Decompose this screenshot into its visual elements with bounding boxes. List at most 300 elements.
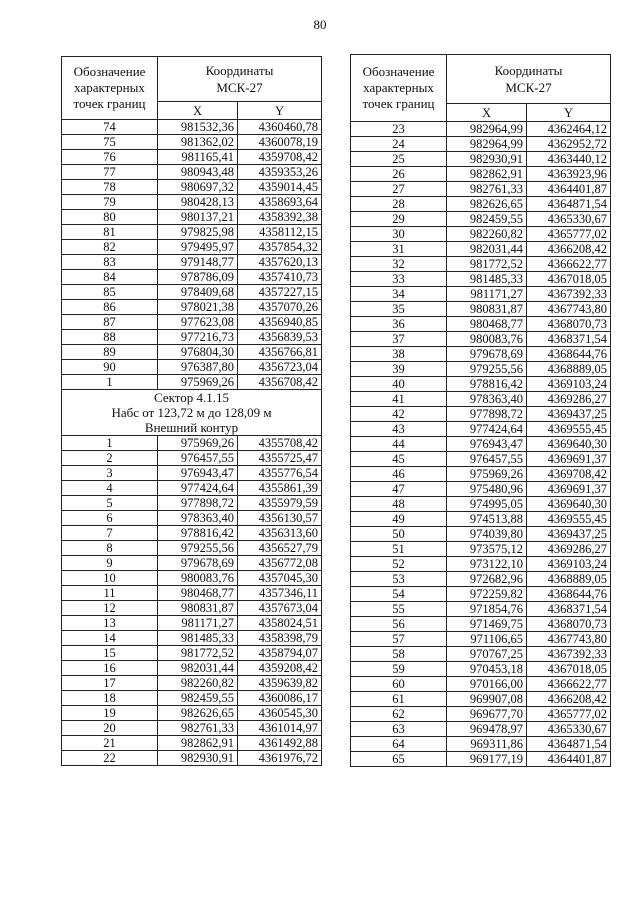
table-row bbox=[351, 617, 611, 632]
table-row bbox=[351, 377, 611, 392]
x-coordinate-cell: 977216,73 bbox=[158, 330, 238, 345]
table-row bbox=[351, 122, 611, 137]
section-heading-block bbox=[62, 390, 322, 436]
y-coordinate-cell: 4369555,45 bbox=[527, 512, 611, 527]
point-id-cell: 64 bbox=[351, 737, 447, 752]
x-coordinate-cell: 979148,77 bbox=[158, 255, 238, 270]
table-row bbox=[351, 737, 611, 752]
y-coordinate-cell: 4368070,73 bbox=[527, 317, 611, 332]
y-coordinate-cell: 4367392,33 bbox=[527, 647, 611, 662]
y-coordinate-cell: 4367743,80 bbox=[527, 302, 611, 317]
point-id-cell: 40 bbox=[351, 377, 447, 392]
y-coordinate-cell: 4358112,15 bbox=[238, 225, 322, 240]
point-id-cell: 62 bbox=[351, 707, 447, 722]
x-coordinate-cell: 982930,91 bbox=[447, 152, 527, 167]
point-id-cell: 56 bbox=[351, 617, 447, 632]
y-coordinate-cell: 4369437,25 bbox=[527, 527, 611, 542]
table-row bbox=[62, 481, 322, 496]
y-coordinate-cell: 4360078,19 bbox=[238, 135, 322, 150]
header-line: МСК-27 bbox=[216, 80, 263, 95]
table-row bbox=[62, 541, 322, 556]
x-coordinate-cell: 973122,10 bbox=[447, 557, 527, 572]
header-line: точек границ bbox=[73, 96, 146, 111]
point-id-cell: 36 bbox=[351, 317, 447, 332]
point-id-cell: 77 bbox=[62, 165, 158, 180]
table-row bbox=[351, 677, 611, 692]
point-id-cell: 87 bbox=[62, 315, 158, 330]
point-id-cell: 52 bbox=[351, 557, 447, 572]
point-id-cell: 27 bbox=[351, 182, 447, 197]
x-coordinate-cell: 978816,42 bbox=[158, 526, 238, 541]
x-coordinate-cell: 979495,97 bbox=[158, 240, 238, 255]
table-row bbox=[62, 135, 322, 150]
point-id-cell: 60 bbox=[351, 677, 447, 692]
x-coordinate-cell: 982626,65 bbox=[158, 706, 238, 721]
table-row bbox=[351, 227, 611, 242]
x-coordinate-cell: 975969,26 bbox=[447, 467, 527, 482]
y-coordinate-cell: 4364401,87 bbox=[527, 752, 611, 767]
point-id-cell: 82 bbox=[62, 240, 158, 255]
x-coordinate-cell: 977623,08 bbox=[158, 315, 238, 330]
x-coordinate-cell: 980468,77 bbox=[158, 586, 238, 601]
x-coordinate-cell: 978786,09 bbox=[158, 270, 238, 285]
table-row bbox=[62, 240, 322, 255]
x-coordinate-cell: 982626,65 bbox=[447, 197, 527, 212]
table-row bbox=[62, 210, 322, 225]
table-row bbox=[62, 586, 322, 601]
y-coordinate-cell: 4356772,08 bbox=[238, 556, 322, 571]
table-row bbox=[351, 287, 611, 302]
table-row bbox=[351, 437, 611, 452]
table-row bbox=[351, 572, 611, 587]
header-line: характерных bbox=[363, 80, 434, 95]
point-id-cell: 50 bbox=[351, 527, 447, 542]
section-heading bbox=[62, 390, 322, 436]
table-row bbox=[62, 195, 322, 210]
y-coordinate-cell: 4361014,97 bbox=[238, 721, 322, 736]
point-id-cell: 20 bbox=[62, 721, 158, 736]
y-coordinate-cell: 4369640,30 bbox=[527, 437, 611, 452]
x-coordinate-cell: 970166,00 bbox=[447, 677, 527, 692]
table-row bbox=[62, 165, 322, 180]
table-row bbox=[351, 137, 611, 152]
point-id-cell: 58 bbox=[351, 647, 447, 662]
x-coordinate-cell: 982260,82 bbox=[158, 676, 238, 691]
x-coordinate-cell: 971854,76 bbox=[447, 602, 527, 617]
y-coordinate-cell: 4360086,17 bbox=[238, 691, 322, 706]
table-row bbox=[351, 512, 611, 527]
y-coordinate-cell: 4359353,26 bbox=[238, 165, 322, 180]
point-id-cell: 25 bbox=[351, 152, 447, 167]
y-coordinate-cell: 4357854,32 bbox=[238, 240, 322, 255]
y-coordinate-cell: 4364871,54 bbox=[527, 737, 611, 752]
point-id-cell: 35 bbox=[351, 302, 447, 317]
x-coordinate-cell: 974513,88 bbox=[447, 512, 527, 527]
x-coordinate-cell: 981485,33 bbox=[447, 272, 527, 287]
point-id-cell: 39 bbox=[351, 362, 447, 377]
header-line: Обозначение bbox=[362, 64, 435, 79]
y-coordinate-cell: 4369286,27 bbox=[527, 392, 611, 407]
x-coordinate-cell: 981485,33 bbox=[158, 631, 238, 646]
y-coordinate-cell: 4357346,11 bbox=[238, 586, 322, 601]
point-id-cell: 1 bbox=[62, 436, 158, 451]
x-coordinate-cell: 972682,96 bbox=[447, 572, 527, 587]
y-coordinate-cell: 4366622,77 bbox=[527, 257, 611, 272]
y-coordinate-cell: 4356313,60 bbox=[238, 526, 322, 541]
point-id-cell: 38 bbox=[351, 347, 447, 362]
y-coordinate-cell: 4369708,42 bbox=[527, 467, 611, 482]
table-row bbox=[62, 751, 322, 766]
y-coordinate-cell: 4368644,76 bbox=[527, 347, 611, 362]
table-row bbox=[351, 542, 611, 557]
point-id-cell: 79 bbox=[62, 195, 158, 210]
x-coordinate-cell: 975969,26 bbox=[158, 375, 238, 390]
x-coordinate-cell: 974995,05 bbox=[447, 497, 527, 512]
x-coordinate-cell: 977424,64 bbox=[447, 422, 527, 437]
point-id-cell: 28 bbox=[351, 197, 447, 212]
y-coordinate-cell: 4362952,72 bbox=[527, 137, 611, 152]
x-coordinate-cell: 979825,98 bbox=[158, 225, 238, 240]
y-coordinate-cell: 4359014,45 bbox=[238, 180, 322, 195]
table-row bbox=[62, 736, 322, 751]
y-coordinate-cell: 4357045,30 bbox=[238, 571, 322, 586]
table-row bbox=[62, 676, 322, 691]
table-row bbox=[62, 601, 322, 616]
table-row bbox=[351, 467, 611, 482]
point-id-cell: 19 bbox=[62, 706, 158, 721]
table-row bbox=[351, 602, 611, 617]
y-coordinate-cell: 4356723,04 bbox=[238, 360, 322, 375]
y-coordinate-cell: 4359708,42 bbox=[238, 150, 322, 165]
y-coordinate-cell: 4368644,76 bbox=[527, 587, 611, 602]
table-row bbox=[351, 392, 611, 407]
y-coordinate-cell: 4369555,45 bbox=[527, 422, 611, 437]
y-coordinate-cell: 4365330,67 bbox=[527, 722, 611, 737]
y-coordinate-cell: 4369103,24 bbox=[527, 377, 611, 392]
y-coordinate-cell: 4368889,05 bbox=[527, 362, 611, 377]
y-coordinate-cell: 4356766,81 bbox=[238, 345, 322, 360]
table-row bbox=[351, 362, 611, 377]
point-id-cell: 85 bbox=[62, 285, 158, 300]
point-id-cell: 11 bbox=[62, 586, 158, 601]
x-coordinate-cell: 975480,96 bbox=[447, 482, 527, 497]
x-coordinate-cell: 978409,68 bbox=[158, 285, 238, 300]
x-coordinate-cell: 980428,13 bbox=[158, 195, 238, 210]
y-coordinate-cell: 4366622,77 bbox=[527, 677, 611, 692]
table-row bbox=[351, 317, 611, 332]
table-row bbox=[62, 451, 322, 466]
point-id-cell: 57 bbox=[351, 632, 447, 647]
left-rows-before-section bbox=[62, 120, 322, 390]
x-coordinate-cell: 982031,44 bbox=[158, 661, 238, 676]
point-id-cell: 5 bbox=[62, 496, 158, 511]
x-coordinate-cell: 981772,52 bbox=[158, 646, 238, 661]
table-row bbox=[62, 661, 322, 676]
y-coordinate-cell: 4366208,42 bbox=[527, 692, 611, 707]
x-coordinate-cell: 982260,82 bbox=[447, 227, 527, 242]
point-id-cell: 41 bbox=[351, 392, 447, 407]
x-coordinate-cell: 981171,27 bbox=[447, 287, 527, 302]
table-row bbox=[62, 631, 322, 646]
point-id-cell: 45 bbox=[351, 452, 447, 467]
y-coordinate-cell: 4356940,85 bbox=[238, 315, 322, 330]
point-id-cell: 86 bbox=[62, 300, 158, 315]
y-coordinate-cell: 4369691,37 bbox=[527, 452, 611, 467]
table-row bbox=[62, 571, 322, 586]
point-id-cell: 37 bbox=[351, 332, 447, 347]
point-id-cell: 78 bbox=[62, 180, 158, 195]
x-coordinate-cell: 969677,70 bbox=[447, 707, 527, 722]
table-row bbox=[62, 360, 322, 375]
x-coordinate-cell: 972259,82 bbox=[447, 587, 527, 602]
y-coordinate-cell: 4356130,57 bbox=[238, 511, 322, 526]
y-coordinate-cell: 4355776,54 bbox=[238, 466, 322, 481]
table-row bbox=[62, 315, 322, 330]
table-row bbox=[351, 692, 611, 707]
x-coordinate-cell: 976943,47 bbox=[158, 466, 238, 481]
y-coordinate-cell: 4358392,38 bbox=[238, 210, 322, 225]
y-coordinate-cell: 4364871,54 bbox=[527, 197, 611, 212]
coordinates-group-header bbox=[158, 57, 322, 102]
x-coordinate-cell: 982031,44 bbox=[447, 242, 527, 257]
point-id-cell: 80 bbox=[62, 210, 158, 225]
table-row bbox=[62, 330, 322, 345]
x-coordinate-cell: 981532,36 bbox=[158, 120, 238, 135]
table-row bbox=[62, 706, 322, 721]
x-coordinate-cell: 970767,25 bbox=[447, 647, 527, 662]
y-coordinate-cell: 4355708,42 bbox=[238, 436, 322, 451]
y-coordinate-cell: 4356839,53 bbox=[238, 330, 322, 345]
x-coordinate-cell: 980831,87 bbox=[447, 302, 527, 317]
table-row bbox=[62, 496, 322, 511]
point-id-cell: 9 bbox=[62, 556, 158, 571]
point-id-cell: 31 bbox=[351, 242, 447, 257]
table-row bbox=[62, 255, 322, 270]
point-id-cell: 43 bbox=[351, 422, 447, 437]
y-coordinate-cell: 4361492,88 bbox=[238, 736, 322, 751]
x-coordinate-cell: 979678,69 bbox=[158, 556, 238, 571]
point-id-cell: 1 bbox=[62, 375, 158, 390]
table-row bbox=[351, 167, 611, 182]
point-id-cell: 15 bbox=[62, 646, 158, 661]
table-row bbox=[351, 272, 611, 287]
point-id-cell: 42 bbox=[351, 407, 447, 422]
point-id-cell: 13 bbox=[62, 616, 158, 631]
x-coordinate-cell: 969177,19 bbox=[447, 752, 527, 767]
x-coordinate-cell: 976804,30 bbox=[158, 345, 238, 360]
table-row bbox=[351, 407, 611, 422]
table-row bbox=[62, 436, 322, 451]
x-coordinate-cell: 976943,47 bbox=[447, 437, 527, 452]
y-coordinate-cell: 4355861,39 bbox=[238, 481, 322, 496]
header-line: точек границ bbox=[362, 96, 435, 111]
table-row bbox=[351, 197, 611, 212]
x-coordinate-cell: 982761,33 bbox=[447, 182, 527, 197]
header-line: Координаты bbox=[205, 63, 274, 78]
header-line: МСК-27 bbox=[505, 80, 552, 95]
point-id-cell: 17 bbox=[62, 676, 158, 691]
x-coordinate-cell: 981772,52 bbox=[447, 257, 527, 272]
y-coordinate-cell: 4367743,80 bbox=[527, 632, 611, 647]
point-id-cell: 14 bbox=[62, 631, 158, 646]
table-row bbox=[351, 662, 611, 677]
x-column-header: X bbox=[158, 102, 238, 120]
y-coordinate-cell: 4365777,02 bbox=[527, 227, 611, 242]
y-coordinate-cell: 4358024,51 bbox=[238, 616, 322, 631]
point-id-cell: 48 bbox=[351, 497, 447, 512]
y-coordinate-cell: 4368371,54 bbox=[527, 602, 611, 617]
point-id-cell: 32 bbox=[351, 257, 447, 272]
section-contour: Внешний контур bbox=[144, 420, 239, 435]
point-id-cell: 30 bbox=[351, 227, 447, 242]
x-coordinate-cell: 979678,69 bbox=[447, 347, 527, 362]
coordinates-group-header bbox=[447, 55, 611, 104]
x-coordinate-cell: 969311,86 bbox=[447, 737, 527, 752]
coordinates-table-right bbox=[350, 54, 611, 767]
y-coordinate-cell: 4357410,73 bbox=[238, 270, 322, 285]
table-row bbox=[62, 511, 322, 526]
point-id-cell: 90 bbox=[62, 360, 158, 375]
table-row bbox=[62, 721, 322, 736]
point-id-cell: 83 bbox=[62, 255, 158, 270]
point-id-cell: 16 bbox=[62, 661, 158, 676]
table-row bbox=[62, 225, 322, 240]
x-coordinate-cell: 982459,55 bbox=[158, 691, 238, 706]
point-id-cell: 29 bbox=[351, 212, 447, 227]
point-id-cell: 76 bbox=[62, 150, 158, 165]
y-coordinate-cell: 4356708,42 bbox=[238, 375, 322, 390]
x-coordinate-cell: 980083,76 bbox=[447, 332, 527, 347]
table-row bbox=[62, 691, 322, 706]
y-coordinate-cell: 4365330,67 bbox=[527, 212, 611, 227]
table-row bbox=[351, 647, 611, 662]
x-coordinate-cell: 976457,55 bbox=[158, 451, 238, 466]
x-coordinate-cell: 982862,91 bbox=[158, 736, 238, 751]
point-id-cell: 8 bbox=[62, 541, 158, 556]
x-coordinate-cell: 981362,02 bbox=[158, 135, 238, 150]
y-coordinate-cell: 4357620,13 bbox=[238, 255, 322, 270]
x-coordinate-cell: 976387,80 bbox=[158, 360, 238, 375]
point-id-cell: 47 bbox=[351, 482, 447, 497]
header-line: характерных bbox=[74, 80, 145, 95]
y-coordinate-cell: 4361976,72 bbox=[238, 751, 322, 766]
table-row bbox=[62, 345, 322, 360]
point-id-cell: 75 bbox=[62, 135, 158, 150]
point-id-cell: 6 bbox=[62, 511, 158, 526]
y-coordinate-cell: 4369286,27 bbox=[527, 542, 611, 557]
point-designation-header bbox=[62, 57, 158, 120]
x-coordinate-cell: 979255,56 bbox=[447, 362, 527, 377]
x-coordinate-cell: 980468,77 bbox=[447, 317, 527, 332]
table-row bbox=[351, 212, 611, 227]
point-id-cell: 84 bbox=[62, 270, 158, 285]
y-coordinate-cell: 4369691,37 bbox=[527, 482, 611, 497]
y-coordinate-cell: 4368889,05 bbox=[527, 572, 611, 587]
point-id-cell: 74 bbox=[62, 120, 158, 135]
x-coordinate-cell: 969478,97 bbox=[447, 722, 527, 737]
table-row bbox=[351, 152, 611, 167]
y-coordinate-cell: 4360545,30 bbox=[238, 706, 322, 721]
table-row bbox=[351, 632, 611, 647]
right-rows bbox=[351, 122, 611, 767]
table-row bbox=[62, 120, 322, 135]
y-coordinate-cell: 4368371,54 bbox=[527, 332, 611, 347]
table-row bbox=[62, 150, 322, 165]
x-coordinate-cell: 979255,56 bbox=[158, 541, 238, 556]
coordinates-table-left bbox=[61, 56, 322, 766]
point-id-cell: 88 bbox=[62, 330, 158, 345]
x-coordinate-cell: 974039,80 bbox=[447, 527, 527, 542]
x-coordinate-cell: 971469,75 bbox=[447, 617, 527, 632]
point-id-cell: 18 bbox=[62, 691, 158, 706]
y-coordinate-cell: 4363923,96 bbox=[527, 167, 611, 182]
y-coordinate-cell: 4365777,02 bbox=[527, 707, 611, 722]
table-row bbox=[62, 180, 322, 195]
x-coordinate-cell: 975969,26 bbox=[158, 436, 238, 451]
x-coordinate-cell: 970453,18 bbox=[447, 662, 527, 677]
table-row bbox=[62, 270, 322, 285]
point-id-cell: 21 bbox=[62, 736, 158, 751]
point-id-cell: 46 bbox=[351, 467, 447, 482]
y-coordinate-cell: 4357673,04 bbox=[238, 601, 322, 616]
table-row bbox=[351, 242, 611, 257]
y-coordinate-cell: 4358794,07 bbox=[238, 646, 322, 661]
x-coordinate-cell: 977898,72 bbox=[447, 407, 527, 422]
point-id-cell: 4 bbox=[62, 481, 158, 496]
x-coordinate-cell: 971106,65 bbox=[447, 632, 527, 647]
y-coordinate-cell: 4357227,15 bbox=[238, 285, 322, 300]
point-id-cell: 7 bbox=[62, 526, 158, 541]
x-coordinate-cell: 977424,64 bbox=[158, 481, 238, 496]
point-id-cell: 53 bbox=[351, 572, 447, 587]
table-row bbox=[62, 646, 322, 661]
point-id-cell: 61 bbox=[351, 692, 447, 707]
x-coordinate-cell: 978816,42 bbox=[447, 377, 527, 392]
y-column-header: Y bbox=[238, 102, 322, 120]
table-row bbox=[62, 556, 322, 571]
x-coordinate-cell: 978363,40 bbox=[158, 511, 238, 526]
x-coordinate-cell: 969907,08 bbox=[447, 692, 527, 707]
y-coordinate-cell: 4369640,30 bbox=[527, 497, 611, 512]
y-coordinate-cell: 4368070,73 bbox=[527, 617, 611, 632]
y-column-header: Y bbox=[527, 104, 611, 122]
table-row bbox=[351, 347, 611, 362]
point-id-cell: 49 bbox=[351, 512, 447, 527]
x-coordinate-cell: 976457,55 bbox=[447, 452, 527, 467]
y-coordinate-cell: 4366208,42 bbox=[527, 242, 611, 257]
point-id-cell: 26 bbox=[351, 167, 447, 182]
y-coordinate-cell: 4355725,47 bbox=[238, 451, 322, 466]
y-coordinate-cell: 4369103,24 bbox=[527, 557, 611, 572]
point-id-cell: 54 bbox=[351, 587, 447, 602]
y-coordinate-cell: 4367392,33 bbox=[527, 287, 611, 302]
point-id-cell: 63 bbox=[351, 722, 447, 737]
y-coordinate-cell: 4360460,78 bbox=[238, 120, 322, 135]
table-row bbox=[351, 422, 611, 437]
table-row bbox=[62, 285, 322, 300]
y-coordinate-cell: 4363440,12 bbox=[527, 152, 611, 167]
y-coordinate-cell: 4362464,12 bbox=[527, 122, 611, 137]
point-id-cell: 23 bbox=[351, 122, 447, 137]
header-line: Координаты bbox=[494, 63, 563, 78]
table-row bbox=[351, 482, 611, 497]
table-row bbox=[62, 616, 322, 631]
point-id-cell: 59 bbox=[351, 662, 447, 677]
y-coordinate-cell: 4367018,05 bbox=[527, 662, 611, 677]
point-id-cell: 81 bbox=[62, 225, 158, 240]
x-coordinate-cell: 978363,40 bbox=[447, 392, 527, 407]
page-number: 80 bbox=[313, 17, 327, 32]
